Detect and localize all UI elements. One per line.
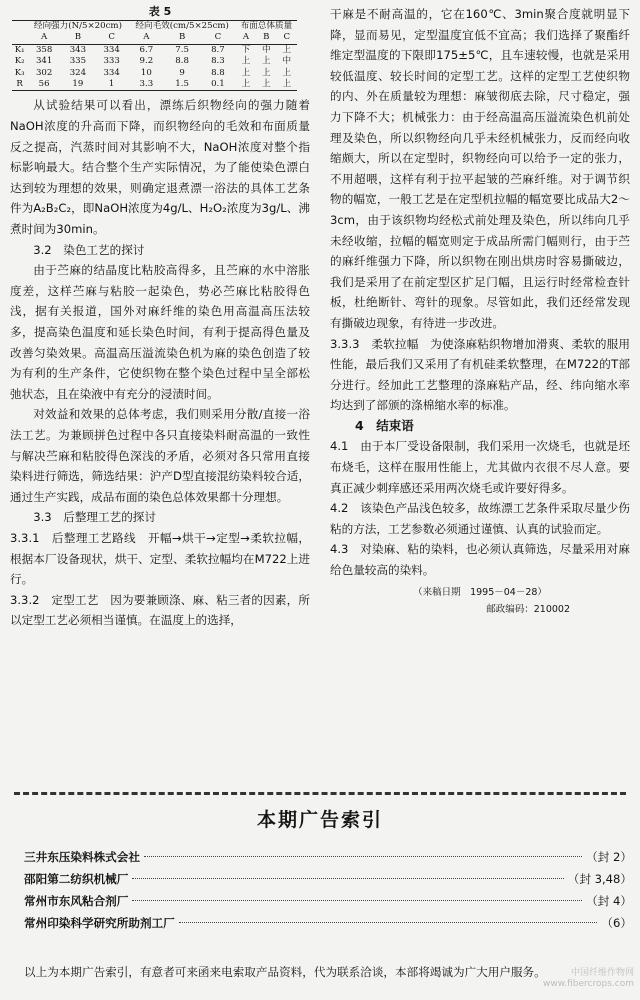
- table-cell: 上: [282, 44, 292, 55]
- table-cell: 8.3: [211, 56, 225, 67]
- conclusion-item: 4.2 该染色产品浅色较多，故练漂工艺条件采取尽量少伤粘的方法，工艺参数必须通过谨慎、认真的试验而定。: [330, 501, 630, 536]
- right-column: [330, 4, 630, 618]
- table-cell: 中: [262, 44, 271, 55]
- table-cell: 324: [69, 67, 87, 78]
- table-subheader: A: [242, 32, 250, 43]
- watermark: [543, 968, 634, 990]
- table-cell: 上: [241, 67, 251, 78]
- row-label: R: [16, 79, 23, 90]
- table-cell: 上: [241, 56, 251, 67]
- table-subheader: C: [108, 32, 115, 43]
- ad-page-ref: （封 4）: [586, 894, 632, 908]
- table-cell: 1: [108, 79, 115, 90]
- table-cell: 0.1: [211, 79, 225, 90]
- table-cell: 343: [69, 44, 87, 55]
- ad-index-title: 本期广告索引: [256, 809, 383, 831]
- table-cell: 上: [262, 56, 271, 67]
- table-cell: 8.7: [211, 44, 225, 55]
- dot-leader: [179, 922, 598, 923]
- table-cell: 上: [262, 67, 271, 78]
- section-divider: [14, 792, 626, 795]
- row-label: K₁: [14, 44, 25, 55]
- table-cell: 334: [103, 67, 120, 78]
- conclusion-item: 4.3 对染麻、粘的染料，也必须认真筛选，尽量采用对麻给色量较高的染料。: [330, 542, 630, 578]
- left-column: [10, 4, 310, 631]
- ad-index-item: [24, 868, 632, 890]
- dot-leader: [132, 900, 582, 901]
- ad-page-ref: （6）: [601, 916, 632, 930]
- table-cell: 333: [103, 56, 120, 67]
- table-group-header-quality: 布面总体质量: [240, 21, 293, 31]
- table-cell: 上: [282, 67, 292, 78]
- table-row: [12, 68, 297, 79]
- table-cell: 1.5: [175, 79, 189, 90]
- ad-index-list: [24, 846, 632, 934]
- paragraph-dyeing-method: 对效益和效果的总体考虑，我们则采用分散/直接一浴法工艺。为兼顾拼色过程中各只直接染料耐高温的一致性与解决苎麻和粘胶得色深浅的矛盾，必须对各只常用直接染料进行筛选，筛选结果：沪产D型直接混纺染料较合适，通过生产实践，成品布面的染色总体效果都十分理想。: [10, 407, 310, 504]
- table-subheader: A: [41, 32, 48, 43]
- advertiser-name: 三井东压染料株式会社: [24, 850, 140, 864]
- postal-code: 邮政编码：210002: [486, 603, 570, 615]
- advertiser-name: 常州市东风粘合剂厂: [24, 894, 129, 908]
- advertiser-name: 常州印染科学研究所助剂工厂: [24, 916, 175, 930]
- table-cell: 6.7: [139, 44, 154, 55]
- table-subheader: A: [143, 32, 150, 43]
- table-subheader: B: [263, 32, 270, 43]
- table-cell: 10: [140, 67, 152, 78]
- advertiser-name: 邵阳第二纺织机械厂: [24, 872, 129, 886]
- table-group-header-strength: 经向强力(N/5×20cm): [33, 21, 122, 31]
- table-cell: 中: [282, 56, 292, 67]
- table-subheader: B: [74, 32, 82, 43]
- table-cell: 8.8: [175, 56, 189, 67]
- section-heading-finishing: 3.3 后整理工艺的探讨: [33, 510, 156, 525]
- table-cell: 9: [179, 67, 185, 78]
- table-cell: 56: [38, 79, 50, 90]
- paragraph-finishing-route: 3.3.1 后整理工艺路线 开幅→烘干→定型→柔软拉幅，根据本厂设备现状，烘干、定型、柔软拉幅均在M722上进行。: [10, 530, 310, 587]
- table-subheader-row: [12, 32, 297, 44]
- table-cell: 上: [282, 79, 292, 90]
- ad-index-item: [24, 846, 632, 868]
- table-cell: 7.5: [175, 44, 189, 55]
- table-cell: 下: [241, 44, 251, 55]
- table-subheader: C: [283, 32, 291, 43]
- table-cell: 334: [103, 44, 120, 55]
- table-row: [12, 56, 297, 67]
- table-group-header-wicking: 经向毛效(cm/5×25cm): [135, 21, 229, 31]
- table-cell: 358: [35, 44, 53, 55]
- ad-index-item: [24, 890, 632, 912]
- paragraph-softening: 3.3.3 柔软拉幅 为使涤麻粘织物增加滑爽、柔软的服用性能，最后我们又采用了有机硅柔软整理，在M722的T部分进行。经加此工艺整理的涤麻粘产品，经、纬向缩水率均达到了部颁的涤棉缩水率的标准。: [330, 336, 630, 413]
- ad-index-note: 以上为本期广告索引，有意者可来函来电索取产品资料，代为联系洽谈，本部将竭诚为广大用户服务。: [24, 965, 546, 979]
- table-cell: 302: [35, 67, 53, 78]
- paragraph-setting-continued: 干麻是不耐高温的，它在160℃、3min聚合度就明显下降，显而易见，定型温度宜低不宜高；我们选择了聚酯纤维定型温度的下限即175±5℃，且车速较慢，也就是采用较低温度、较长时间的定型工艺。这样的定型工艺使织物的内、外在质量较为理想：麻皱彻底去除，尺寸稳定，强力下降不大；机械张力：由于经高温高压溢流染色机前处理及染色，所以织物经向几乎未经机械张力，反而经向收缩颇大，所以在定型时，织物经向可以给予一定的张力，不用超喂，这样有利于拉平起皱的苎麻纤维。对于调节织物的幅宽，一般工艺是在定型机拉幅的幅宽要比成品大2～3cm，由于该织物均经松式前处理及染色，所以纬向几乎未经收缩，拉幅的幅宽则定于成品所需门幅则行，由于苎的麻纤维强力下降，所以织物在刚出烘房时容易撕破边，我们是采用了在前定型区扩足门幅，且运行时经常检查针板，杜绝断针、弯针的现象。尽管如此，我们还经常发现有撕破边现象，有待进一步改进。: [330, 7, 630, 330]
- section-heading-dyeing: 3.2 染色工艺的探讨: [33, 242, 145, 257]
- row-label: K₃: [14, 67, 25, 78]
- dot-leader: [132, 878, 563, 879]
- table-cell: 3.3: [139, 79, 154, 90]
- table-cell: 341: [35, 56, 53, 67]
- conclusion-item: 4.1 由于本厂受设备限制，我们采用一次烧毛，也就是坯布烧毛，这样在服用性能上，尤其做内衣很不尽人意。要真正减少刺痒感还采用两次烧毛或许要好得多。: [330, 439, 630, 495]
- watermark-line: 中国纤维作物网: [570, 968, 634, 978]
- ad-page-ref: （封 3,48）: [567, 872, 632, 886]
- paragraph-results: 从试验结果可以看出，漂练后织物经向的强力随着NaOH浓度的升高而下降，而织物经向的毛效和布面质量反之提高，汽蒸时间对其影响不大，NaOH浓度对整个指标影响最大。结合整个生产实际情况，为了能使染色漂白达到较为理想的效果，则确定退煮漂一浴法的具体工艺条件为A₂B₂C₂，即NaOH浓度为4g/L、H₂O₂浓度为3g/L、沸煮时间为30min。: [10, 98, 310, 236]
- table-cell: 上: [262, 79, 271, 90]
- table-cell: 上: [241, 79, 251, 90]
- paragraph-dyeing: 由于苎麻的结晶度比粘胶高得多，且苎麻的水中溶胀度差，这样苎麻与粘胶一起染色，势必苎麻比粘胶得色浅，据有关报道，国外对麻纤维的染色用高温高压法较多，提高染色温度和延长染色时间，有利于提高得色量及改善匀染效果。高温高压溢流染色机为麻的染色创造了较为有利的生产条件，它使织物在整个染色过程中呈全部松弛状态，且在染液中有充分的浸渍时间。: [10, 263, 310, 401]
- table-cell: 8.8: [211, 67, 225, 78]
- ad-page-ref: （封 2）: [586, 850, 632, 864]
- table-cell: 19: [72, 79, 84, 90]
- orthogonal-test-table: [12, 20, 297, 91]
- table-row: [12, 44, 297, 56]
- table-title: 表 5: [148, 5, 172, 18]
- ad-index-item: [24, 912, 632, 934]
- table-row: [12, 79, 297, 91]
- dot-leader: [144, 856, 582, 857]
- table-cell: 9.2: [139, 56, 154, 67]
- table-subheader: B: [178, 32, 186, 43]
- received-date: （来稿日期 1995－04－28）: [413, 586, 547, 598]
- watermark-line: www.fibercrops.com: [543, 979, 634, 989]
- paragraph-setting: 3.3.2 定型工艺 因为要兼顾涤、麻、粘三者的因素，所以定型工艺必须相当谨慎。在温度上的选择，: [10, 592, 310, 628]
- section-heading-conclusion: 4 结束语: [355, 417, 414, 433]
- row-label: K₂: [14, 56, 25, 67]
- table-subheader: C: [214, 32, 222, 43]
- table-cell: 335: [69, 56, 87, 67]
